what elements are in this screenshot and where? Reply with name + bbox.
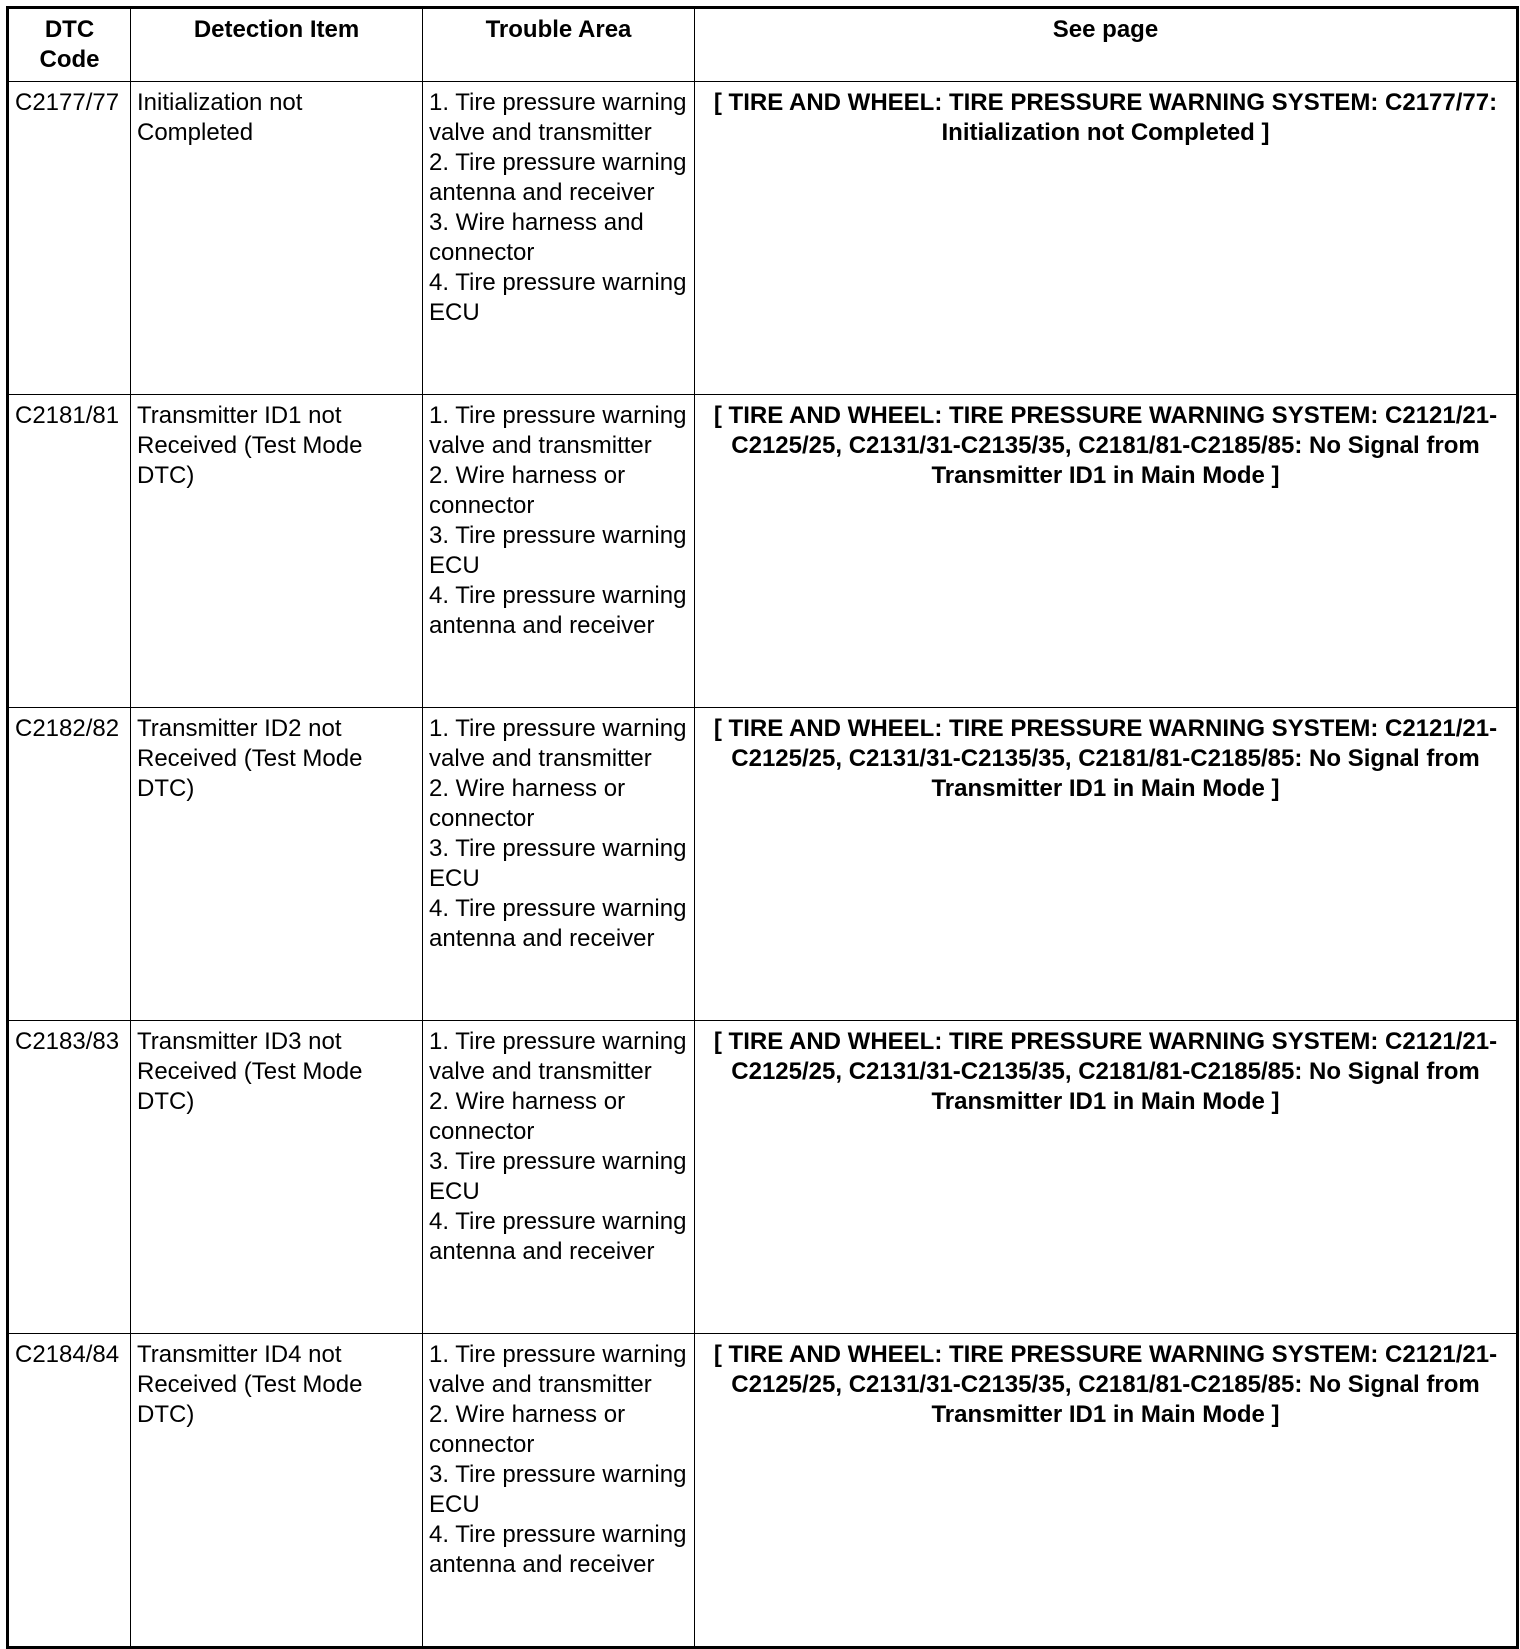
table-row xyxy=(8,1021,1518,1334)
dtc-code-cell: C2182/82 xyxy=(8,708,131,1021)
dtc-code-cell: C2184/84 xyxy=(8,1334,131,1648)
trouble-area-item: 2. Wire harness or connector xyxy=(429,1401,626,1458)
see-page-link[interactable]: [ TIRE AND WHEEL: TIRE PRESSURE WARNING SYSTEM: C2121/21-C2125/25, C2131/31-C2135/35, C2181/81-C2185/85: No Signal from Transmitter ID1 in Main Mode ] xyxy=(695,395,1518,708)
dtc-code-cell: C2183/83 xyxy=(8,1021,131,1334)
header-trouble-area: Trouble Area xyxy=(423,8,695,82)
table-row xyxy=(8,1334,1518,1648)
see-page-link[interactable]: [ TIRE AND WHEEL: TIRE PRESSURE WARNING SYSTEM: C2121/21-C2125/25, C2131/31-C2135/35, C2181/81-C2185/85: No Signal from Transmitter ID1 in Main Mode ] xyxy=(695,1021,1518,1334)
trouble-area-item: 4. Tire pressure warning ECU xyxy=(429,269,687,326)
header-dtc-code: DTC Code xyxy=(8,8,131,82)
table-row xyxy=(8,708,1518,1021)
detection-item-cell: Transmitter ID4 not Received (Test Mode DTC) xyxy=(131,1334,423,1648)
trouble-area-cell xyxy=(423,708,695,1021)
see-page-link[interactable]: [ TIRE AND WHEEL: TIRE PRESSURE WARNING SYSTEM: C2121/21-C2125/25, C2131/31-C2135/35, C2181/81-C2185/85: No Signal from Transmitter ID1 in Main Mode ] xyxy=(695,1334,1518,1648)
table-row xyxy=(8,395,1518,708)
trouble-area-cell xyxy=(423,1021,695,1334)
header-detection-item: Detection Item xyxy=(131,8,423,82)
trouble-area-item: 1. Tire pressure warning valve and transmitter xyxy=(429,402,687,459)
table-header xyxy=(8,8,1518,82)
table-row xyxy=(8,82,1518,395)
trouble-area-cell xyxy=(423,82,695,395)
trouble-area-item: 4. Tire pressure warning antenna and receiver xyxy=(429,1521,687,1578)
detection-item-cell: Initialization not Completed xyxy=(131,82,423,395)
detection-item-cell: Transmitter ID1 not Received (Test Mode DTC) xyxy=(131,395,423,708)
trouble-area-item: 4. Tire pressure warning antenna and receiver xyxy=(429,1208,687,1265)
trouble-area-item: 3. Tire pressure warning ECU xyxy=(429,835,687,892)
table-body xyxy=(8,82,1518,1648)
trouble-area-item: 2. Wire harness or connector xyxy=(429,1088,626,1145)
dtc-code-cell: C2177/77 xyxy=(8,82,131,395)
trouble-area-item: 1. Tire pressure warning valve and transmitter xyxy=(429,1341,687,1398)
header-see-page: See page xyxy=(695,8,1518,82)
dtc-code-cell: C2181/81 xyxy=(8,395,131,708)
dtc-table xyxy=(6,6,1519,1649)
trouble-area-item: 3. Tire pressure warning ECU xyxy=(429,522,687,579)
detection-item-cell: Transmitter ID3 not Received (Test Mode DTC) xyxy=(131,1021,423,1334)
trouble-area-cell xyxy=(423,395,695,708)
trouble-area-item: 3. Tire pressure warning ECU xyxy=(429,1461,687,1518)
trouble-area-item: 4. Tire pressure warning antenna and receiver xyxy=(429,582,687,639)
trouble-area-item: 4. Tire pressure warning antenna and receiver xyxy=(429,895,687,952)
trouble-area-item: 2. Tire pressure warning antenna and receiver xyxy=(429,149,687,206)
trouble-area-item: 2. Wire harness or connector xyxy=(429,775,626,832)
trouble-area-item: 1. Tire pressure warning valve and transmitter xyxy=(429,89,687,146)
trouble-area-item: 1. Tire pressure warning valve and transmitter xyxy=(429,1028,687,1085)
header-row xyxy=(8,8,1518,82)
trouble-area-item: 1. Tire pressure warning valve and transmitter xyxy=(429,715,687,772)
detection-item-cell: Transmitter ID2 not Received (Test Mode DTC) xyxy=(131,708,423,1021)
see-page-link[interactable]: [ TIRE AND WHEEL: TIRE PRESSURE WARNING SYSTEM: C2177/77: Initialization not Completed ] xyxy=(695,82,1518,395)
see-page-link[interactable]: [ TIRE AND WHEEL: TIRE PRESSURE WARNING SYSTEM: C2121/21-C2125/25, C2131/31-C2135/35, C2181/81-C2185/85: No Signal from Transmitter ID1 in Main Mode ] xyxy=(695,708,1518,1021)
trouble-area-item: 3. Wire harness and connector xyxy=(429,209,644,266)
trouble-area-cell xyxy=(423,1334,695,1648)
trouble-area-item: 3. Tire pressure warning ECU xyxy=(429,1148,687,1205)
trouble-area-item: 2. Wire harness or connector xyxy=(429,462,626,519)
